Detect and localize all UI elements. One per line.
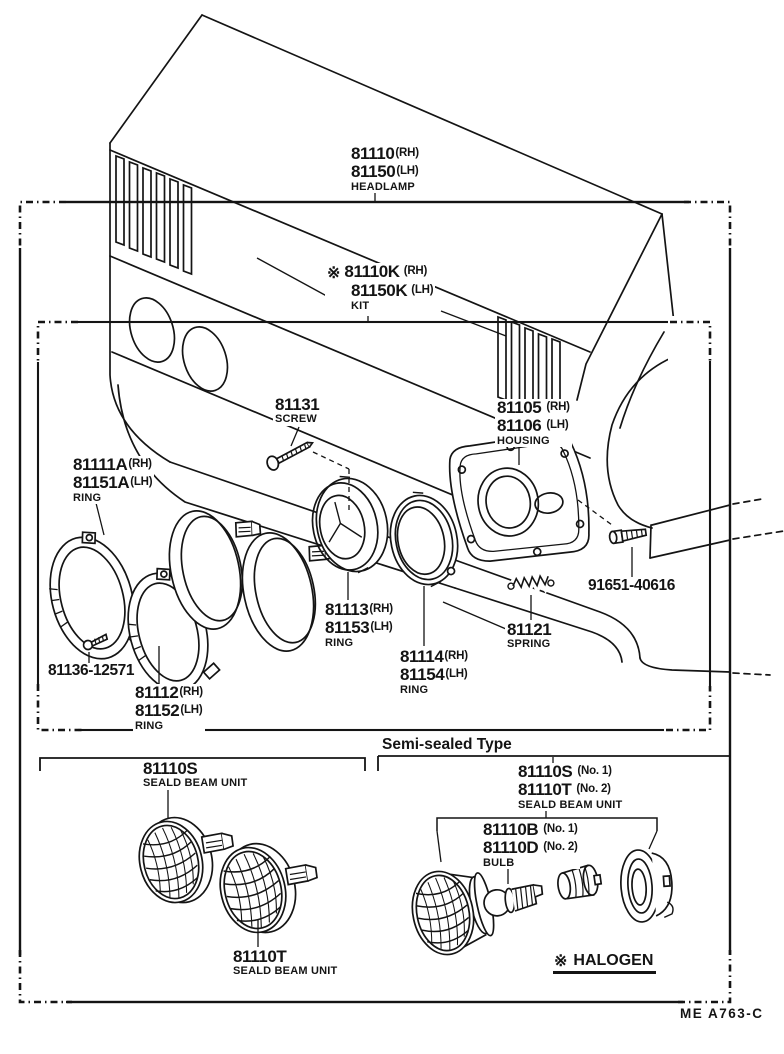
label-ring-81114: 81114(RH) 81154(LH) RING [400,647,468,696]
label-semi-sealed-type: Semi-sealed Type [382,736,512,753]
retainer-drawing [619,848,675,923]
label-sealed-beam-st: 81110S (No. 1) 81110T (No. 2) SEALD BEAM UNIT [518,762,623,811]
label-screw-81131: 81131 SCREW [275,395,320,426]
label-housing: 81105 (RH) 81106 (LH) HOUSING [497,398,570,447]
label-halogen: ※ HALOGEN [551,953,658,970]
label-bulb: 81110B (No. 1) 81110D (No. 2) BULB [483,820,578,869]
label-sealed-beam-t: 81110T SEALD BEAM UNIT [233,947,338,978]
label-ring-81113: 81113(RH) 81153(LH) RING [325,600,393,649]
page-code: ME A763-C [680,1006,764,1021]
semi-sealed-lamp-drawing [405,862,500,961]
spring-81121-drawing [507,575,554,591]
socket-drawing [556,864,603,900]
label-ring-81111a: 81111A(RH) 81151A(LH) RING [73,455,153,504]
housing-81105-drawing [445,427,596,571]
bulb-drawing [483,884,544,917]
ring-81113-drawing [303,469,396,580]
label-screw-81136: 81136-12571 [48,662,135,679]
label-ring-81112: 81112(RH) 81152(LH) RING [135,683,203,732]
screw-91651-drawing [609,527,647,544]
label-screw-91651: 91651-40616 [588,577,675,594]
label-spring-81121: 81121 SPRING [507,620,552,651]
label-sealed-beam-s: 81110S SEALD BEAM UNIT [143,759,248,790]
label-kit: ※ 81110K (RH) 81150K (LH) KIT [327,262,434,312]
label-headlamp: 81110(RH) 81150(LH) HEADLAMP [351,144,419,193]
